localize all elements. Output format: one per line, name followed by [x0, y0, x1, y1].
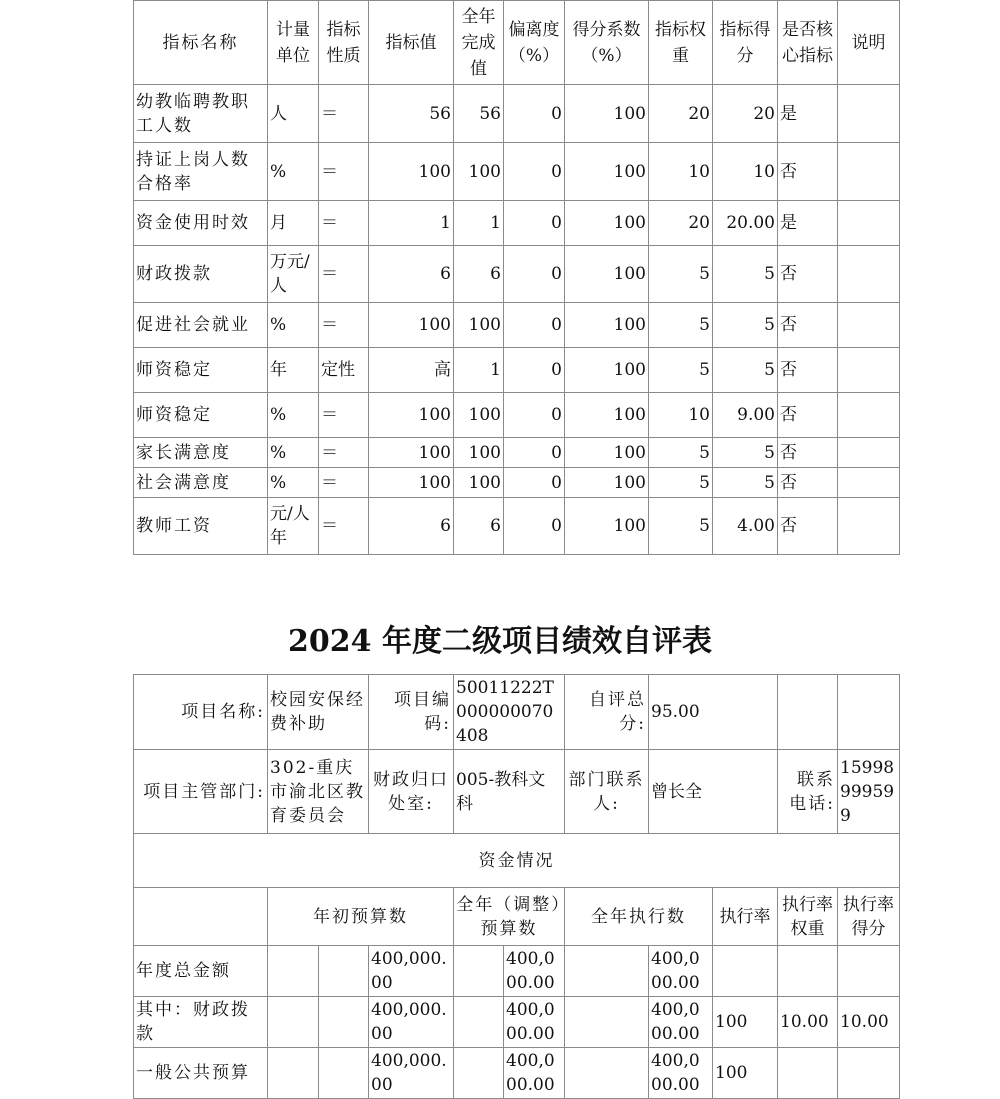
indicator-target: 100	[369, 468, 454, 498]
empty-cell	[319, 946, 369, 997]
indicator-actual: 6	[454, 498, 504, 555]
indicator-name: 持证上岗人数合格率	[134, 143, 268, 201]
header-nature: 指标性质	[319, 1, 369, 85]
header-indicator-name: 指标名称	[134, 1, 268, 85]
indicator-name: 财政拨款	[134, 246, 268, 303]
indicator-core: 否	[778, 468, 838, 498]
funds-row-label: 年度总金额	[134, 946, 268, 997]
indicator-name: 幼教临聘教职工人数	[134, 85, 268, 143]
header-core: 是否核心指标	[778, 1, 838, 85]
funds-row-label: 其中：财政拨款	[134, 997, 268, 1048]
table-row	[134, 303, 900, 348]
indicator-unit: 万元/人	[268, 246, 319, 303]
indicator-core: 否	[778, 498, 838, 555]
funds-initial: 400,000.00	[369, 946, 454, 997]
indicator-target: 56	[369, 85, 454, 143]
funds-rate: 100	[713, 1048, 778, 1099]
table-row	[134, 143, 900, 201]
indicator-note	[838, 246, 900, 303]
indicator-unit: %	[268, 438, 319, 468]
indicator-deviation: 0	[504, 85, 565, 143]
funds-initial: 400,000.00	[369, 1048, 454, 1099]
indicator-note	[838, 143, 900, 201]
indicator-nature: ＝	[319, 393, 369, 438]
indicator-note	[838, 303, 900, 348]
indicator-score: 5	[713, 303, 778, 348]
indicator-weight: 20	[649, 201, 713, 246]
indicator-nature: 定性	[319, 348, 369, 393]
project-table	[133, 674, 900, 1099]
indicator-target: 100	[369, 143, 454, 201]
indicator-deviation: 0	[504, 498, 565, 555]
indicator-note	[838, 85, 900, 143]
indicator-core: 否	[778, 246, 838, 303]
indicator-score: 20.00	[713, 201, 778, 246]
contact-value: 曾长全	[649, 750, 778, 834]
phone-label: 联系电话:	[778, 750, 838, 834]
project-code-label: 项目编码:	[369, 675, 454, 750]
header-executed: 全年执行数	[565, 888, 713, 946]
indicator-nature: ＝	[319, 143, 369, 201]
indicator-coef: 100	[565, 201, 649, 246]
indicator-actual: 100	[454, 468, 504, 498]
indicator-nature: ＝	[319, 303, 369, 348]
indicator-actual: 100	[454, 438, 504, 468]
indicator-note	[838, 393, 900, 438]
indicator-name: 师资稳定	[134, 348, 268, 393]
header-exec-weight: 执行率权重	[778, 888, 838, 946]
indicator-actual: 56	[454, 85, 504, 143]
indicator-name: 促进社会就业	[134, 303, 268, 348]
indicator-core: 否	[778, 348, 838, 393]
funds-section-row	[134, 834, 900, 888]
table-row	[134, 946, 900, 997]
finance-office-value: 005-教科文科	[454, 750, 565, 834]
table-row	[134, 348, 900, 393]
indicator-unit: 月	[268, 201, 319, 246]
funds-initial: 400,000.00	[369, 997, 454, 1048]
indicator-core: 否	[778, 143, 838, 201]
indicator-weight: 5	[649, 438, 713, 468]
empty-cell	[454, 997, 504, 1048]
header-actual-value: 全年完成值	[454, 1, 504, 85]
indicator-deviation: 0	[504, 468, 565, 498]
indicator-actual: 100	[454, 393, 504, 438]
indicator-core: 否	[778, 393, 838, 438]
indicator-score: 5	[713, 438, 778, 468]
indicator-deviation: 0	[504, 143, 565, 201]
indicator-core: 否	[778, 438, 838, 468]
indicator-score: 5	[713, 468, 778, 498]
indicator-nature: ＝	[319, 468, 369, 498]
table-row	[134, 498, 900, 555]
table-row	[134, 201, 900, 246]
indicator-unit: 年	[268, 348, 319, 393]
indicator-deviation: 0	[504, 303, 565, 348]
empty-cell	[778, 675, 838, 750]
table-row	[134, 438, 900, 468]
indicator-name: 资金使用时效	[134, 201, 268, 246]
indicator-coef: 100	[565, 246, 649, 303]
funds-executed: 400,000.00	[649, 946, 713, 997]
indicator-unit: %	[268, 143, 319, 201]
indicator-score: 10	[713, 143, 778, 201]
indicator-weight: 10	[649, 143, 713, 201]
indicator-weight: 10	[649, 393, 713, 438]
indicator-deviation: 0	[504, 246, 565, 303]
indicator-name: 社会满意度	[134, 468, 268, 498]
indicator-target: 1	[369, 201, 454, 246]
indicator-nature: ＝	[319, 246, 369, 303]
funds-weight: 10.00	[778, 997, 838, 1048]
indicator-table	[133, 0, 900, 555]
empty-cell	[319, 1048, 369, 1099]
indicator-core: 是	[778, 85, 838, 143]
indicator-note	[838, 498, 900, 555]
funds-executed: 400,000.00	[649, 997, 713, 1048]
indicator-target: 6	[369, 246, 454, 303]
indicator-coef: 100	[565, 303, 649, 348]
indicator-deviation: 0	[504, 348, 565, 393]
indicator-note	[838, 438, 900, 468]
indicator-coef: 100	[565, 438, 649, 468]
indicator-unit: %	[268, 393, 319, 438]
indicator-weight: 5	[649, 303, 713, 348]
indicator-coef: 100	[565, 143, 649, 201]
indicator-unit: 元/人年	[268, 498, 319, 555]
indicator-unit: %	[268, 468, 319, 498]
empty-cell	[268, 946, 319, 997]
project-info-row	[134, 675, 900, 750]
indicator-actual: 1	[454, 348, 504, 393]
project-name-label: 项目名称:	[134, 675, 268, 750]
empty-cell	[565, 946, 649, 997]
funds-executed: 400,000.00	[649, 1048, 713, 1099]
header-target-value: 指标值	[369, 1, 454, 85]
indicator-score: 9.00	[713, 393, 778, 438]
table-row	[134, 246, 900, 303]
funds-score: 10.00	[838, 997, 900, 1048]
header-note: 说明	[838, 1, 900, 85]
indicator-target: 高	[369, 348, 454, 393]
self-score-label: 自评总分:	[565, 675, 649, 750]
indicator-weight: 5	[649, 468, 713, 498]
indicator-score: 20	[713, 85, 778, 143]
indicator-core: 是	[778, 201, 838, 246]
indicator-core: 否	[778, 303, 838, 348]
indicator-name: 教师工资	[134, 498, 268, 555]
empty-cell	[134, 888, 268, 946]
empty-cell	[565, 997, 649, 1048]
funds-rate	[713, 946, 778, 997]
indicator-deviation: 0	[504, 201, 565, 246]
table-row	[134, 468, 900, 498]
phone-value: 15998999599	[838, 750, 900, 834]
indicator-coef: 100	[565, 348, 649, 393]
self-score-value: 95.00	[649, 675, 778, 750]
indicator-note	[838, 348, 900, 393]
indicator-nature: ＝	[319, 201, 369, 246]
indicator-nature: ＝	[319, 438, 369, 468]
indicator-score: 5	[713, 246, 778, 303]
empty-cell	[565, 1048, 649, 1099]
header-score-coef: 得分系数（%）	[565, 1, 649, 85]
empty-cell	[319, 997, 369, 1048]
funds-row-label: 一般公共预算	[134, 1048, 268, 1099]
header-deviation: 偏离度（%）	[504, 1, 565, 85]
indicator-nature: ＝	[319, 498, 369, 555]
empty-cell	[454, 1048, 504, 1099]
finance-office-label: 财政归口处室:	[369, 750, 454, 834]
indicator-header-row	[134, 1, 900, 85]
table-row	[134, 1048, 900, 1099]
indicator-weight: 5	[649, 246, 713, 303]
indicator-note	[838, 201, 900, 246]
indicator-score: 4.00	[713, 498, 778, 555]
header-exec-rate: 执行率	[713, 888, 778, 946]
indicator-coef: 100	[565, 85, 649, 143]
table-row	[134, 85, 900, 143]
header-unit: 计量单位	[268, 1, 319, 85]
funds-adjusted: 400,000.00	[504, 946, 565, 997]
indicator-note	[838, 468, 900, 498]
empty-cell	[838, 675, 900, 750]
indicator-coef: 100	[565, 393, 649, 438]
indicator-target: 100	[369, 438, 454, 468]
funds-header-row	[134, 888, 900, 946]
table-row	[134, 997, 900, 1048]
indicator-deviation: 0	[504, 393, 565, 438]
indicator-coef: 100	[565, 498, 649, 555]
indicator-weight: 20	[649, 85, 713, 143]
indicator-target: 100	[369, 303, 454, 348]
indicator-name: 师资稳定	[134, 393, 268, 438]
indicator-weight: 5	[649, 348, 713, 393]
indicator-unit: 人	[268, 85, 319, 143]
empty-cell	[268, 1048, 319, 1099]
header-initial-budget: 年初预算数	[268, 888, 454, 946]
empty-cell	[454, 946, 504, 997]
table-row	[134, 393, 900, 438]
indicator-actual: 100	[454, 303, 504, 348]
funds-section-label: 资金情况	[134, 834, 900, 888]
indicator-deviation: 0	[504, 438, 565, 468]
header-score: 指标得分	[713, 1, 778, 85]
funds-adjusted: 400,000.00	[504, 997, 565, 1048]
indicator-actual: 1	[454, 201, 504, 246]
indicator-actual: 100	[454, 143, 504, 201]
indicator-target: 100	[369, 393, 454, 438]
funds-weight	[778, 1048, 838, 1099]
funds-score	[838, 946, 900, 997]
project-code-value: 50011222T000000070408	[454, 675, 565, 750]
indicator-name: 家长满意度	[134, 438, 268, 468]
contact-label: 部门联系人:	[565, 750, 649, 834]
indicator-score: 5	[713, 348, 778, 393]
header-weight: 指标权重	[649, 1, 713, 85]
funds-weight	[778, 946, 838, 997]
indicator-coef: 100	[565, 468, 649, 498]
indicator-target: 6	[369, 498, 454, 555]
project-dept-row	[134, 750, 900, 834]
funds-score	[838, 1048, 900, 1099]
header-adjusted-budget: 全年（调整）预算数	[454, 888, 565, 946]
indicator-weight: 5	[649, 498, 713, 555]
indicator-unit: %	[268, 303, 319, 348]
dept-value: 302-重庆市渝北区教育委员会	[268, 750, 369, 834]
funds-adjusted: 400,000.00	[504, 1048, 565, 1099]
funds-rate: 100	[713, 997, 778, 1048]
dept-label: 项目主管部门:	[134, 750, 268, 834]
header-exec-score: 执行率得分	[838, 888, 900, 946]
page-title: 2024 年度二级项目绩效自评表	[288, 624, 712, 659]
project-name-value: 校园安保经费补助	[268, 675, 369, 750]
indicator-nature: ＝	[319, 85, 369, 143]
indicator-actual: 6	[454, 246, 504, 303]
empty-cell	[268, 997, 319, 1048]
